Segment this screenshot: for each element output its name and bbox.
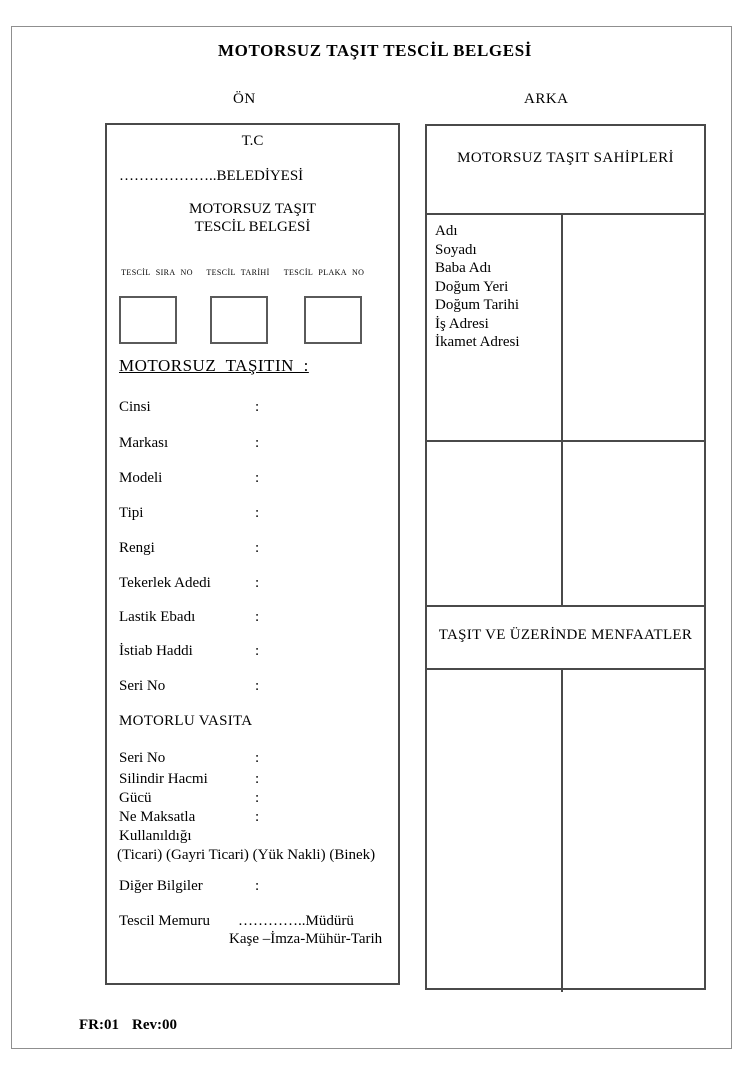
owners-empty-row xyxy=(427,442,704,607)
motor-field-row-gucu xyxy=(119,790,390,807)
field-colon: : xyxy=(255,609,260,625)
registrar-label: Tescil Memuru xyxy=(119,913,211,929)
field-label: Ne Maksatla xyxy=(119,809,196,825)
owner-field-baba-adi: Baba Adı xyxy=(435,260,492,276)
field-label: Seri No xyxy=(119,678,166,694)
owner-field-adi: Adı xyxy=(435,223,458,239)
revision-number: Rev:00 xyxy=(132,1017,177,1033)
owners-info-row xyxy=(427,215,704,442)
document-title-line2: TESCİL BELGESİ xyxy=(194,219,311,235)
tescil-tarihi-label: TESCİL TARİHİ xyxy=(206,268,270,277)
empty-cell-left xyxy=(427,442,563,605)
field-label: Markası xyxy=(119,435,169,451)
field-row-lastik-ebadi xyxy=(119,609,390,626)
registrar-value: …………..Müdürü xyxy=(238,913,354,929)
field-colon: : xyxy=(255,809,260,825)
document-title-line1: MOTORSUZ TAŞIT xyxy=(188,201,316,217)
form-number: FR:01 xyxy=(79,1017,119,1033)
field-label: Kullanıldığı xyxy=(119,828,192,844)
usage-options-line: (Ticari) (Gayri Ticari) (Yük Nakli) (Binek) xyxy=(117,847,376,863)
field-colon: : xyxy=(255,771,260,787)
field-label: Seri No xyxy=(119,750,166,766)
back-card xyxy=(425,124,706,990)
country-abbreviation: T.C xyxy=(241,133,264,149)
tescil-sira-no-box xyxy=(119,296,177,344)
field-row-tekerlek-adedi xyxy=(119,575,390,592)
field-row-seri-no xyxy=(119,678,390,695)
front-card xyxy=(105,123,400,985)
field-colon: : xyxy=(255,435,260,451)
field-colon: : xyxy=(255,575,260,591)
owner-field-soyadi: Soyadı xyxy=(435,241,477,258)
empty-cell-right xyxy=(563,442,704,605)
tescil-tarihi-box xyxy=(210,296,268,344)
field-row-rengi xyxy=(119,540,390,557)
interests-row xyxy=(427,670,704,992)
field-label: Rengi xyxy=(119,540,155,556)
vehicle-section-title: MOTORSUZ TAŞITIN : xyxy=(119,356,309,375)
tescil-plaka-no-box xyxy=(304,296,362,344)
owner-field-dogum-tarihi: Doğum Tarihi xyxy=(435,297,520,313)
form-revision-footer xyxy=(79,1017,177,1034)
field-label: Tekerlek Adedi xyxy=(119,575,211,591)
owner-field-dogum-yeri: Doğum Yeri xyxy=(435,278,509,295)
field-label: Lastik Ebadı xyxy=(119,609,196,625)
field-label: Diğer Bilgiler xyxy=(119,878,203,894)
tescil-plaka-no-label: TESCİL PLAKA NO xyxy=(283,268,365,277)
field-row-tipi xyxy=(119,505,390,522)
field-label: İstiab Haddi xyxy=(119,643,193,659)
field-colon: : xyxy=(255,750,260,766)
back-side-label: ARKA xyxy=(524,91,569,107)
field-label: Silindir Hacmi xyxy=(119,771,208,787)
field-colon: : xyxy=(255,540,260,556)
page-title: MOTORSUZ TAŞIT TESCİL BELGESİ xyxy=(218,41,532,60)
motor-field-row-kullanildigi xyxy=(119,828,390,845)
field-label: Tipi xyxy=(119,505,144,521)
field-row-markasi xyxy=(119,435,390,452)
registrar-stamp-note: Kaşe –İmza-Mühür-Tarih xyxy=(229,931,383,947)
owners-header: MOTORSUZ TAŞIT SAHİPLERİ xyxy=(427,126,704,215)
field-colon: : xyxy=(255,678,260,694)
owner-field-ikamet-adresi: İkamet Adresi xyxy=(435,334,520,350)
owner-values-cell xyxy=(563,215,704,440)
field-label: Gücü xyxy=(119,790,152,806)
field-label: Cinsi xyxy=(119,399,151,415)
field-colon: : xyxy=(255,790,260,806)
municipality-line: ………………..BELEDİYESİ xyxy=(119,168,304,184)
field-colon: : xyxy=(255,505,260,521)
field-row-diger-bilgiler xyxy=(119,878,390,895)
field-row-cinsi xyxy=(119,399,390,416)
owner-field-labels-cell xyxy=(427,215,563,440)
motor-vehicle-section-title: MOTORLU VASITA xyxy=(119,713,253,729)
field-row-modeli xyxy=(119,470,390,487)
tescil-sira-no-label: TESCİL SIRA NO xyxy=(121,268,193,277)
field-colon: : xyxy=(255,399,260,415)
registrar-row xyxy=(119,913,354,930)
field-colon: : xyxy=(255,643,260,659)
front-side-label: ÖN xyxy=(233,91,256,107)
field-row-istiab-haddi xyxy=(119,643,390,660)
motor-field-row-ne-maksatla xyxy=(119,809,390,826)
empty-cell-right xyxy=(563,670,704,992)
empty-cell-left xyxy=(427,670,563,992)
owner-field-is-adresi: İş Adresi xyxy=(435,315,489,332)
field-colon: : xyxy=(255,470,260,486)
field-colon: : xyxy=(255,878,260,894)
motor-field-row-silindir-hacmi xyxy=(119,771,390,788)
motor-field-row-seri-no xyxy=(119,750,390,767)
field-label: Modeli xyxy=(119,470,163,486)
interests-header: TAŞIT VE ÜZERİNDE MENFAATLER xyxy=(427,607,704,670)
